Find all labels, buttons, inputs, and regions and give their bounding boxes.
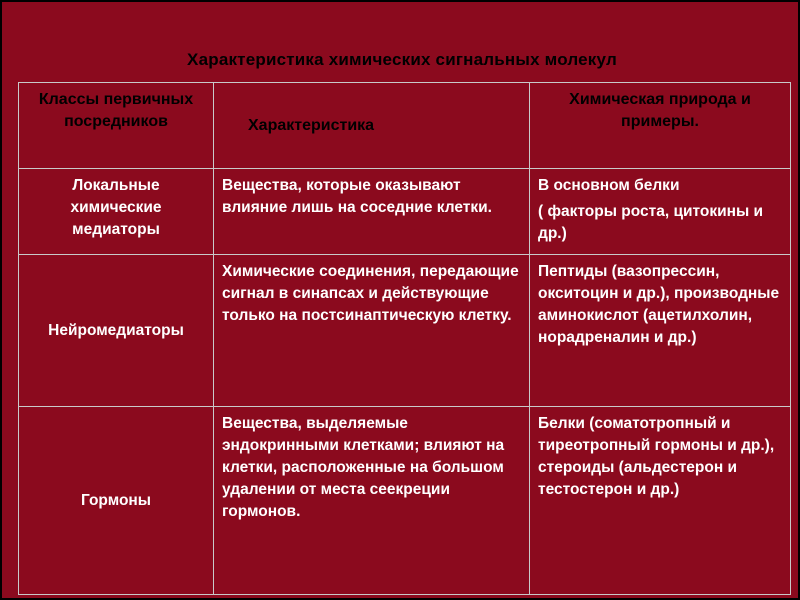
row-class-local: Локальные химические медиаторы: [19, 169, 214, 255]
row-class-hormones: Гормоны: [19, 407, 214, 595]
table-row: [19, 169, 791, 255]
row-characteristic-neuro: Химические соединения, передающие сигнал в синапсах и действующие только на постсинаптическую клетку.: [214, 255, 530, 407]
table-row: [19, 407, 791, 595]
row-class-neuro: Нейромедиаторы: [19, 255, 214, 407]
row-characteristic-local: Вещества, которые оказывают влияние лишь на соседние клетки.: [214, 169, 530, 255]
table-row: [19, 255, 791, 407]
row-nature-local: [530, 169, 791, 255]
nature-line: ( факторы роста, цитокины и др.): [538, 203, 764, 242]
header-nature: Химическая природа и примеры.: [530, 83, 791, 169]
signal-molecules-table: [18, 82, 791, 595]
table-header-row: [19, 83, 791, 169]
header-characteristic: Характеристика: [214, 83, 530, 169]
row-nature-hormones: Белки (соматотропный и тиреотропный гормоны и др.), стероиды (альдестерон и тестостерон и др.): [530, 407, 791, 595]
row-characteristic-hormones: Вещества, выделяемые эндокринными клетками; влияют на клетки, расположенные на большом удалении от места сеекреции гормонов.: [214, 407, 530, 595]
slide-title: Характеристика химических сигнальных молекул: [187, 50, 617, 69]
header-classes: Классы первичных посредников: [19, 83, 214, 169]
row-nature-neuro: Пептиды (вазопрессин, окситоцин и др.), производные аминокислот (ацетилхолин, норадреналин и др.): [530, 255, 791, 407]
nature-line: В основном белки: [538, 177, 680, 194]
